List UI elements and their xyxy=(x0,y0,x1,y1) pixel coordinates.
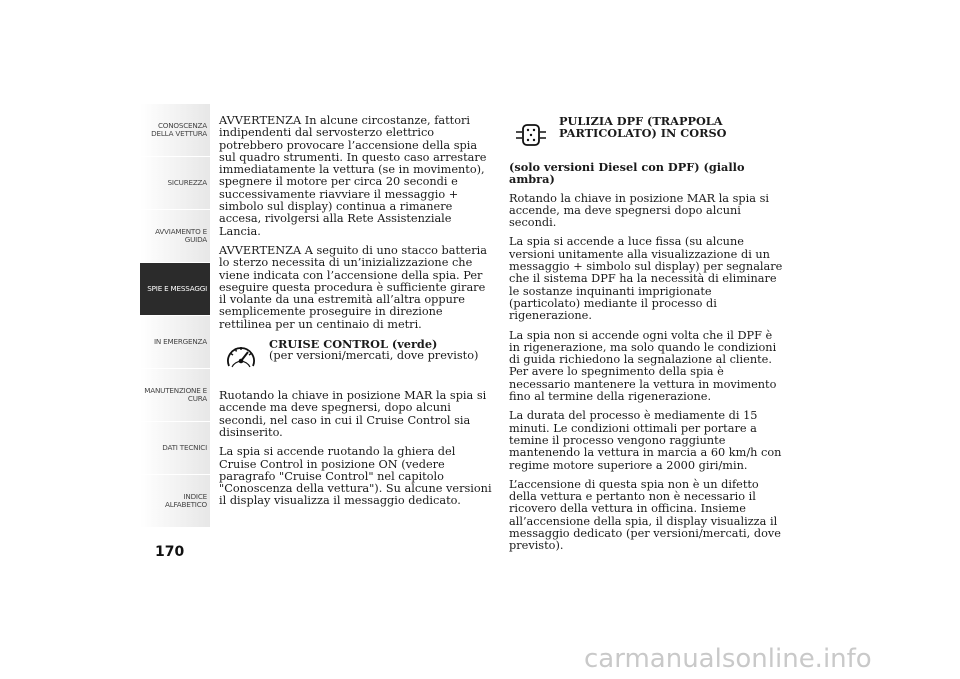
watermark: carmanualsonline.info xyxy=(584,644,872,674)
dpf-subtitle: (solo versioni Diesel con DPF) (giallo ambra) xyxy=(509,160,745,187)
tab-spie-e-messaggi[interactable] xyxy=(140,263,210,316)
tab-avviamento-e-guida[interactable] xyxy=(140,210,210,263)
dpf-heading xyxy=(509,115,784,155)
warning-paragraph: AVVERTENZA A seguito di uno stacco batteria lo sterzo necessita di un’inizializzazione che viene indicata con l’accensione della spia. Per eseguire questa procedura è sufficiente girare il volante da una estremità all’altra oppure semplicemente proseguire in direzione rettilinea per un centinaio di metri. xyxy=(219,243,487,331)
tab-conoscenza-della-vettura[interactable] xyxy=(140,104,210,157)
tab-label: MANUTENZIONE E CURA xyxy=(144,385,207,403)
tab-label: DATI TECNICI xyxy=(162,442,207,452)
tab-indice-alfabetico[interactable] xyxy=(140,475,210,528)
cruise-control-heading xyxy=(219,338,495,378)
tab-label: SPIE E MESSAGGI xyxy=(147,283,207,293)
warning-paragraph: AVVERTENZA In alcune circostanze, fattori indipendenti dal servosterzo elettrico potrebbero provocare l’accensione della spia sul quadro strumenti. In questo caso arrestare immediatamente la vettura (se in movimento), spegnere il motore per circa 20 secondi e successivamente riavviare il messaggio + simbolo sul display) continua a rimanere accesa, rivolgersi alla Rete Assistenziale Lancia. xyxy=(219,114,487,238)
body-paragraph: L’accensione di questa spia non è un difetto della vettura e pertanto non è necessario il ricovero della vettura in officina. Insieme all’accensione della spia, il display visualizza il messaggio dedicato (per versioni/mercati, dove previsto). xyxy=(509,477,781,553)
body-paragraph: La spia si accende ruotando la ghiera del Cruise Control in posizione ON (vedere paragrafo "Cruise Control" nel capitolo "Conoscenza della vettura"). Su alcune versioni il display visualizza il messaggio dedicato. xyxy=(219,445,492,508)
page-number: 170 xyxy=(155,544,185,560)
body-paragraph: La spia si accende a luce fissa (su alcune versioni unitamente alla visualizzazione di un messaggio + simbolo sul display) per segnalare che il sistema DPF ha la necessità di eliminare le sostanze inquinanti imprigionate (particolato) mediante il processo di rigenerazione. xyxy=(509,235,783,323)
cruise-control-icon xyxy=(219,338,263,378)
right-column xyxy=(509,115,784,560)
tab-sicurezza[interactable] xyxy=(140,157,210,210)
tab-label: SICUREZZA xyxy=(167,177,207,187)
cruise-control-title: CRUISE CONTROL (verde) xyxy=(269,337,438,352)
tab-dati-tecnici[interactable] xyxy=(140,422,210,475)
chapter-sidebar xyxy=(140,104,210,528)
cruise-control-subtitle: (per versioni/mercati, dove previsto) xyxy=(269,349,479,363)
tab-label: AVVIAMENTO E GUIDA xyxy=(155,226,207,244)
body-paragraph: La durata del processo è mediamente di 15 minuti. Le condizioni ottimali per portare a temine il processo vengono raggiunte mantenendo la vettura in marcia a 60 km/h con regime motore superiore a 2000 giri/min. xyxy=(509,409,782,472)
body-paragraph: La spia non si accende ogni volta che il DPF è in rigenerazione, ma solo quando le condizioni di guida richiedono la segnalazione al cliente. Per avere lo spegnimento della spia è necessario mantenere la vettura in movimento fino al termine della rigenerazione. xyxy=(509,328,777,404)
tab-label: INDICE ALFABETICO xyxy=(165,491,207,509)
tab-label: CONOSCENZA DELLA VETTURA xyxy=(151,120,207,138)
left-column xyxy=(219,115,495,515)
tab-in-emergenza[interactable] xyxy=(140,316,210,369)
tab-label: IN EMERGENZA xyxy=(154,336,207,346)
body-paragraph: Rotando la chiave in posizione MAR la spia si accende, ma deve spegnersi dopo alcuni secondi. xyxy=(509,191,770,230)
body-paragraph: Ruotando la chiave in posizione MAR la spia si accende ma deve spegnersi, dopo alcuni secondi, nel caso in cui il Cruise Control sia disinserito. xyxy=(219,389,487,439)
dpf-filter-icon xyxy=(509,115,553,155)
tab-manutenzione-e-cura[interactable] xyxy=(140,369,210,422)
dpf-title: PULIZIA DPF (TRAPPOLA PARTICOLATO) IN CORSO xyxy=(559,114,727,141)
